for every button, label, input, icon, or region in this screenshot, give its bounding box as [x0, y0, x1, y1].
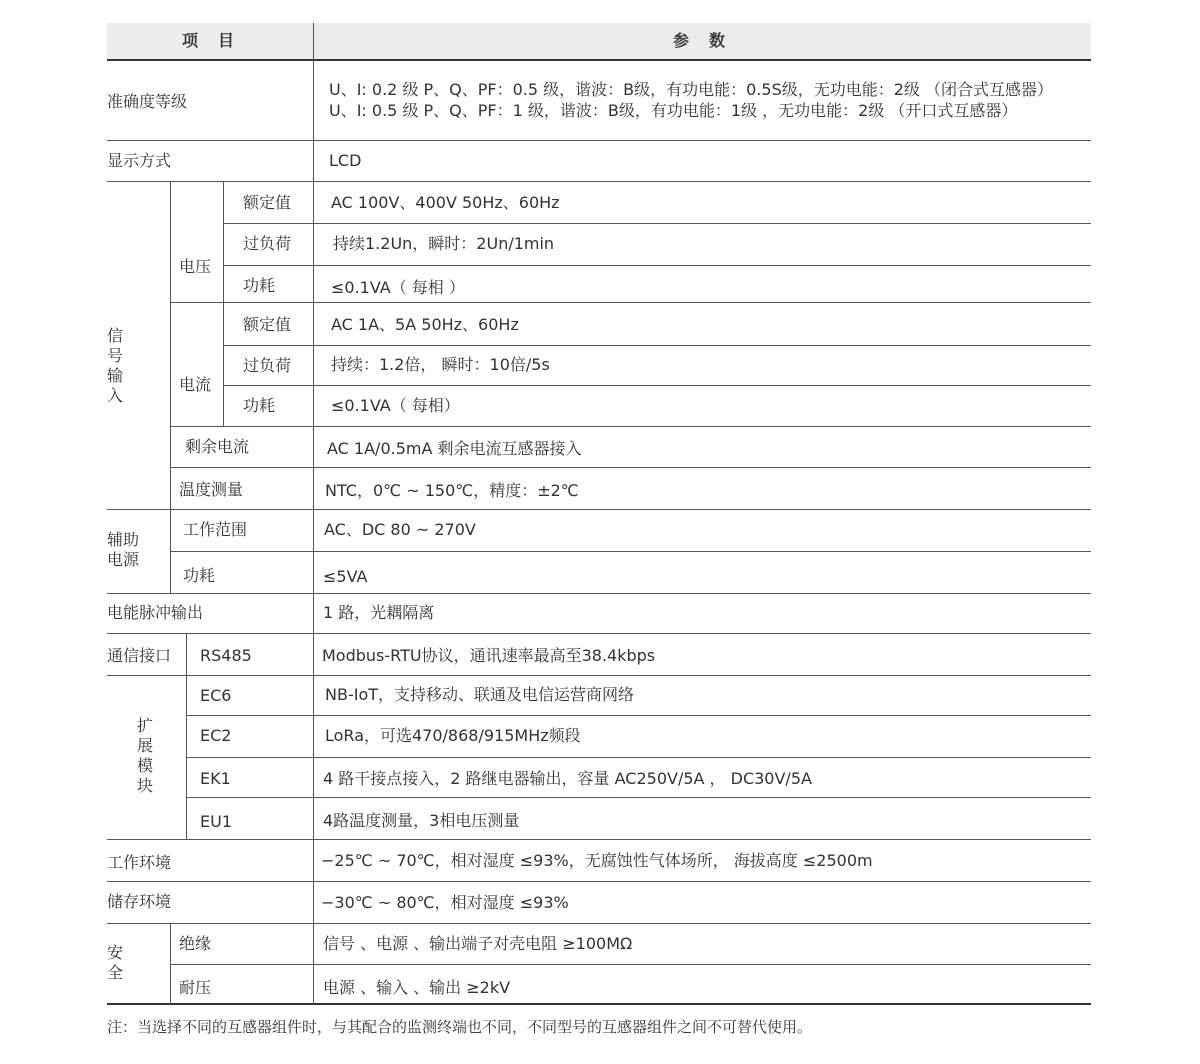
column-divider	[170, 509, 171, 593]
value-aux-range: AC、DC 80 ~ 270V	[324, 520, 476, 539]
label-residual-current: 剩余电流	[185, 437, 250, 456]
value-work-env: −25℃ ~ 70℃，相对湿度 ≤93%，无腐蚀性气体场所， 海拔高度 ≤2500m	[321, 851, 873, 870]
row-divider	[170, 551, 1091, 552]
ext-name: EC2	[200, 726, 232, 745]
value-voltage-overload: 持续1.2Un，瞬时：2Un/1min	[333, 234, 555, 253]
value-voltage-rated: AC 100V、400V 50Hz、60Hz	[331, 193, 560, 212]
value-accuracy-line1: U、I: 0.2 级 P、Q、PF：0.5 级，谐波：B级，有功电能：0.5S级，无功电能：2级 （闭合式互感器）	[329, 80, 1053, 99]
row-divider	[223, 385, 1091, 386]
label-voltage-rated: 额定值	[243, 193, 292, 212]
row-divider	[223, 223, 1091, 224]
row-divider	[107, 140, 1091, 141]
value-pulse-output: 1 路，光耦隔离	[323, 603, 435, 622]
row-divider	[107, 593, 1091, 594]
label-voltage-overload: 过负荷	[243, 234, 292, 253]
value-accuracy-line2: U、I: 0.5 级 P、Q、PF：1 级，谐波：B级，有功电能：1级 ，无功电能：2级 （开口式互感器）	[329, 101, 1018, 120]
value-temperature: NTC，0℃ ~ 150℃，精度：±2℃	[325, 481, 579, 500]
value-insulation: 信号 、电源 、输出端子对壳电阻 ≥100MΩ	[323, 934, 633, 953]
label-work-env: 工作环境	[107, 853, 172, 872]
label-current-rated: 额定值	[243, 315, 292, 334]
row-divider	[170, 964, 1091, 965]
ext-name: EK1	[200, 769, 231, 788]
value-voltage-power: ≤0.1VA（ 每相 ）	[331, 278, 465, 297]
ext-value: 4 路干接点接入，2 路继电器输出，容量 AC250V/5A ， DC30V/5A	[323, 769, 812, 788]
label-ext-module: 扩展模块	[137, 716, 154, 795]
ext-name: EU1	[200, 812, 232, 831]
label-withstand: 耐压	[179, 978, 212, 997]
label-insulation: 绝缘	[179, 934, 212, 953]
value-residual-current: AC 1A/0.5mA 剩余电流互感器接入	[327, 439, 582, 458]
label-temperature: 温度测量	[179, 480, 244, 499]
row-divider	[170, 426, 1091, 427]
label-display: 显示方式	[107, 151, 172, 170]
value-comm: Modbus-RTU协议，通讯速率最高至38.4kbps	[322, 646, 656, 665]
header-param: 参 数	[673, 31, 728, 50]
label-voltage-power: 功耗	[243, 276, 276, 295]
column-divider	[186, 633, 187, 839]
row-divider	[107, 509, 1091, 510]
footnote: 注：当选择不同的互感器组件时，与其配合的监测终端也不同，不同型号的互感器组件之间不可替代使用。	[107, 1018, 813, 1036]
ext-value: LoRa，可选470/868/915MHz频段	[325, 726, 581, 745]
label-voltage: 电压	[179, 257, 212, 276]
column-divider	[170, 923, 171, 1004]
label-current: 电流	[179, 375, 212, 394]
label-store-env: 储存环境	[107, 892, 172, 911]
row-divider	[107, 839, 1091, 840]
label-aux-power: 辅助电源	[107, 530, 140, 569]
ext-value: 4路温度测量，3相电压测量	[323, 811, 520, 830]
column-divider	[170, 181, 171, 509]
label-accuracy: 准确度等级	[107, 92, 188, 111]
row-divider	[170, 467, 1091, 468]
value-current-power: ≤0.1VA（ 每相）	[331, 396, 460, 415]
column-divider	[223, 181, 224, 426]
row-divider	[186, 757, 1091, 758]
table-bottom-border	[107, 1003, 1091, 1005]
label-signal-input: 信号输入	[107, 326, 124, 405]
ext-name: EC6	[200, 686, 232, 705]
label-safety: 安全	[107, 943, 124, 982]
row-divider	[186, 797, 1091, 798]
row-divider	[223, 345, 1091, 346]
row-divider	[107, 675, 1091, 676]
value-current-overload: 持续：1.2倍， 瞬时：10倍/5s	[331, 355, 550, 374]
label-pulse-output: 电能脉冲输出	[107, 603, 204, 622]
table-header-bg	[107, 23, 1091, 59]
ext-value: NB-IoT，支持移动、联通及电信运营商网络	[325, 685, 635, 704]
column-divider	[313, 23, 314, 1004]
value-withstand: 电源 、输入 、输出 ≥2kV	[323, 978, 511, 997]
row-divider	[186, 715, 1091, 716]
label-comm: 通信接口	[107, 646, 172, 665]
value-display: LCD	[329, 151, 362, 170]
value-aux-power-consumption: ≤5VA	[323, 567, 368, 586]
row-divider	[107, 923, 1091, 924]
value-store-env: −30℃ ~ 80℃，相对湿度 ≤93%	[321, 893, 569, 912]
label-aux-power-consumption: 功耗	[183, 566, 216, 585]
row-divider	[223, 265, 1091, 266]
label-current-overload: 过负荷	[243, 356, 292, 375]
value-current-rated: AC 1A、5A 50Hz、60Hz	[331, 315, 519, 334]
row-divider	[107, 633, 1091, 634]
value-comm-type: RS485	[200, 646, 252, 665]
label-aux-range: 工作范围	[183, 520, 248, 539]
row-divider	[107, 881, 1091, 882]
row-divider	[170, 302, 1091, 303]
header-item: 项 目	[182, 31, 237, 50]
row-divider	[107, 181, 1091, 182]
header-divider	[107, 59, 1091, 61]
label-current-power: 功耗	[243, 396, 276, 415]
